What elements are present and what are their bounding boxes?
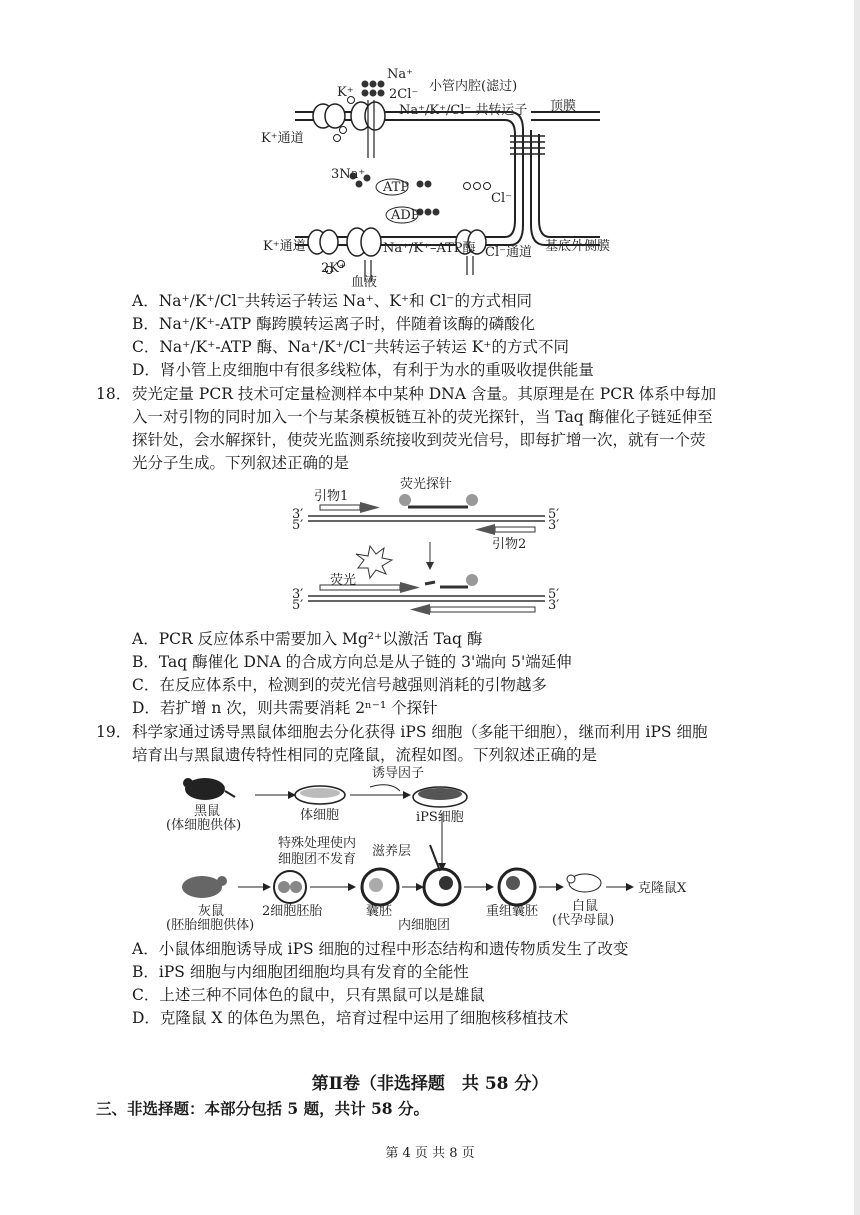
q19-line-2: 培育出与黑鼠遗传特性相同的克隆鼠，流程如图。下列叙述正确的是 [132, 746, 598, 764]
cl-top-label: 2Cl⁻ [389, 87, 419, 102]
lumen-label: 小管内腔(滤过) [429, 79, 518, 94]
q18-option-a: A．PCR 反应体系中需要加入 Mg²⁺以激活 Taq 酶 [132, 630, 483, 648]
special-treatment-label-1: 特殊处理使内 [278, 836, 357, 851]
top-3prime-left: 3′ [292, 507, 304, 522]
q17-option-b: B．Na⁺/K⁺-ATP 酶跨膜转运离子时，伴随着该酶的磷酸化 [132, 315, 536, 333]
somatic-cell-label: 体细胞 [300, 808, 340, 823]
cl-right-label: Cl⁻ [491, 191, 512, 206]
primer2-label: 引物2 [492, 537, 527, 552]
top-5prime-left: 5′ [292, 518, 304, 533]
na-top-label: Na⁺ [387, 67, 413, 82]
atp-label: ATP [383, 180, 410, 195]
recombined-blastocyst-label: 重组囊胚 [486, 904, 539, 919]
cotransporter-label: Na⁺/K⁺/Cl⁻ 共转运子 [399, 103, 528, 118]
fluorescence-label: 荧光 [330, 573, 357, 588]
q19-option-d: D．克隆鼠 X 的体色为黑色，培育过程中运用了细胞核移植技术 [132, 1009, 569, 1027]
blastocyst-label: 囊胚 [366, 904, 393, 919]
ips-cell-label: iPS细胞 [416, 810, 464, 825]
inducer-label: 诱导因子 [372, 766, 425, 781]
top-3prime-right: 3′ [548, 518, 560, 533]
black-mouse-sub-label: (体细胞供体) [166, 818, 242, 833]
two-cell-embryo-label: 2细胞胚胎 [262, 904, 323, 919]
na3-label: 3Na⁺ [331, 167, 366, 182]
q17-option-c: C．Na⁺/K⁺-ATP 酶、Na⁺/K⁺/Cl⁻共转运子转运 K⁺的方式不同 [132, 338, 569, 356]
basolateral-label: 基底外侧膜 [545, 239, 611, 254]
special-treatment-label-2: 细胞团不发育 [278, 852, 357, 867]
page-footer: 第 4 页 共 8 页 [385, 1146, 475, 1161]
white-mouse-sub-label: (代孕母鼠) [552, 913, 615, 928]
ips-clone-flow-diagram [160, 765, 720, 935]
q18-line-1: 荧光定量 PCR 技术可定量检测样本中某种 DNA 含量。其原理是在 PCR 体系中每加 [132, 385, 717, 403]
q18-option-d: D．若扩增 n 次，则共需要消耗 2ⁿ⁻¹ 个探针 [132, 699, 438, 717]
q19-line-1: 科学家通过诱导黑鼠体细胞去分化获得 iPS 细胞（多能干细胞），继而利用 iPS 细胞 [132, 723, 708, 741]
bottom-3prime-right: 3′ [548, 598, 560, 613]
inner-cell-mass-label: 内细胞团 [398, 918, 451, 933]
page-edge [854, 0, 860, 1215]
section-title: 第Ⅱ卷（非选择题 共 58 分） [311, 1074, 549, 1094]
q18-option-c: C．在反应体系中，检测到的荧光信号越强则消耗的引物越多 [132, 676, 547, 694]
q19-number: 19． [96, 723, 132, 741]
q18-line-4: 光分子生成。下列叙述正确的是 [132, 454, 350, 472]
clone-mouse-label: 克隆鼠X [638, 881, 687, 896]
apical-membrane-label: 顶膜 [550, 99, 577, 114]
q19-option-c: C．上述三种不同体色的鼠中，只有黑鼠可以是雄鼠 [132, 986, 485, 1004]
feeder-layer-label: 滋养层 [372, 844, 412, 859]
adp-label: ADP [391, 208, 420, 223]
q19-option-a: A．小鼠体细胞诱导成 iPS 细胞的过程中形态结构和遗传物质发生了改变 [132, 940, 629, 958]
q17-option-d: D．肾小管上皮细胞中有很多线粒体，有利于为水的重吸收提供能量 [132, 361, 594, 379]
kidney-cell-transport-diagram [255, 60, 615, 290]
bottom-3prime-left: 3′ [292, 587, 304, 602]
k2-label: 2K⁺ [321, 261, 346, 276]
black-mouse-label: 黑鼠 [194, 804, 221, 819]
section-subtitle: 三、非选择题：本部分包括 5 题，共计 58 分。 [96, 1099, 429, 1118]
blood-label: 血液 [351, 275, 378, 290]
top-5prime-right: 5′ [548, 507, 560, 522]
cl-channel-label: Cl⁻通道 [485, 245, 532, 260]
k-top-label: K⁺ [337, 85, 354, 100]
k-channel-bottom-label: K⁺通道 [263, 239, 306, 254]
gray-mouse-sub-label: (胚胎细胞供体) [166, 918, 255, 933]
q18-line-2: 入一对引物的同时加入一个与某条模板链互补的荧光探针，当 Taq 酶催化子链延伸至 [132, 408, 713, 426]
probe-label: 荧光探针 [400, 477, 453, 492]
white-mouse-label: 白鼠 [572, 899, 599, 914]
bottom-5prime-left: 5′ [292, 598, 304, 613]
q18-option-b: B．Taq 酶催化 DNA 的合成方向总是从子链的 3'端向 5'端延伸 [132, 653, 572, 671]
primer1-label: 引物1 [314, 489, 349, 504]
atpase-label: Na⁺/K⁺–ATP酶 [383, 241, 476, 256]
q18-line-3: 探针处，会水解探针，使荧光监测系统接收到荧光信号，即每扩增一次，就有一个荧 [132, 431, 706, 449]
pcr-probe-diagram [280, 474, 580, 624]
gray-mouse-label: 灰鼠 [198, 904, 225, 919]
k-channel-top-label: K⁺通道 [261, 131, 304, 146]
bottom-5prime-right: 5′ [548, 587, 560, 602]
q18-number: 18． [96, 385, 132, 403]
q19-option-b: B．iPS 细胞与内细胞团细胞均具有发育的全能性 [132, 963, 469, 981]
q17-option-a: A．Na⁺/K⁺/Cl⁻共转运子转运 Na⁺、K⁺和 Cl⁻的方式相同 [132, 292, 532, 310]
